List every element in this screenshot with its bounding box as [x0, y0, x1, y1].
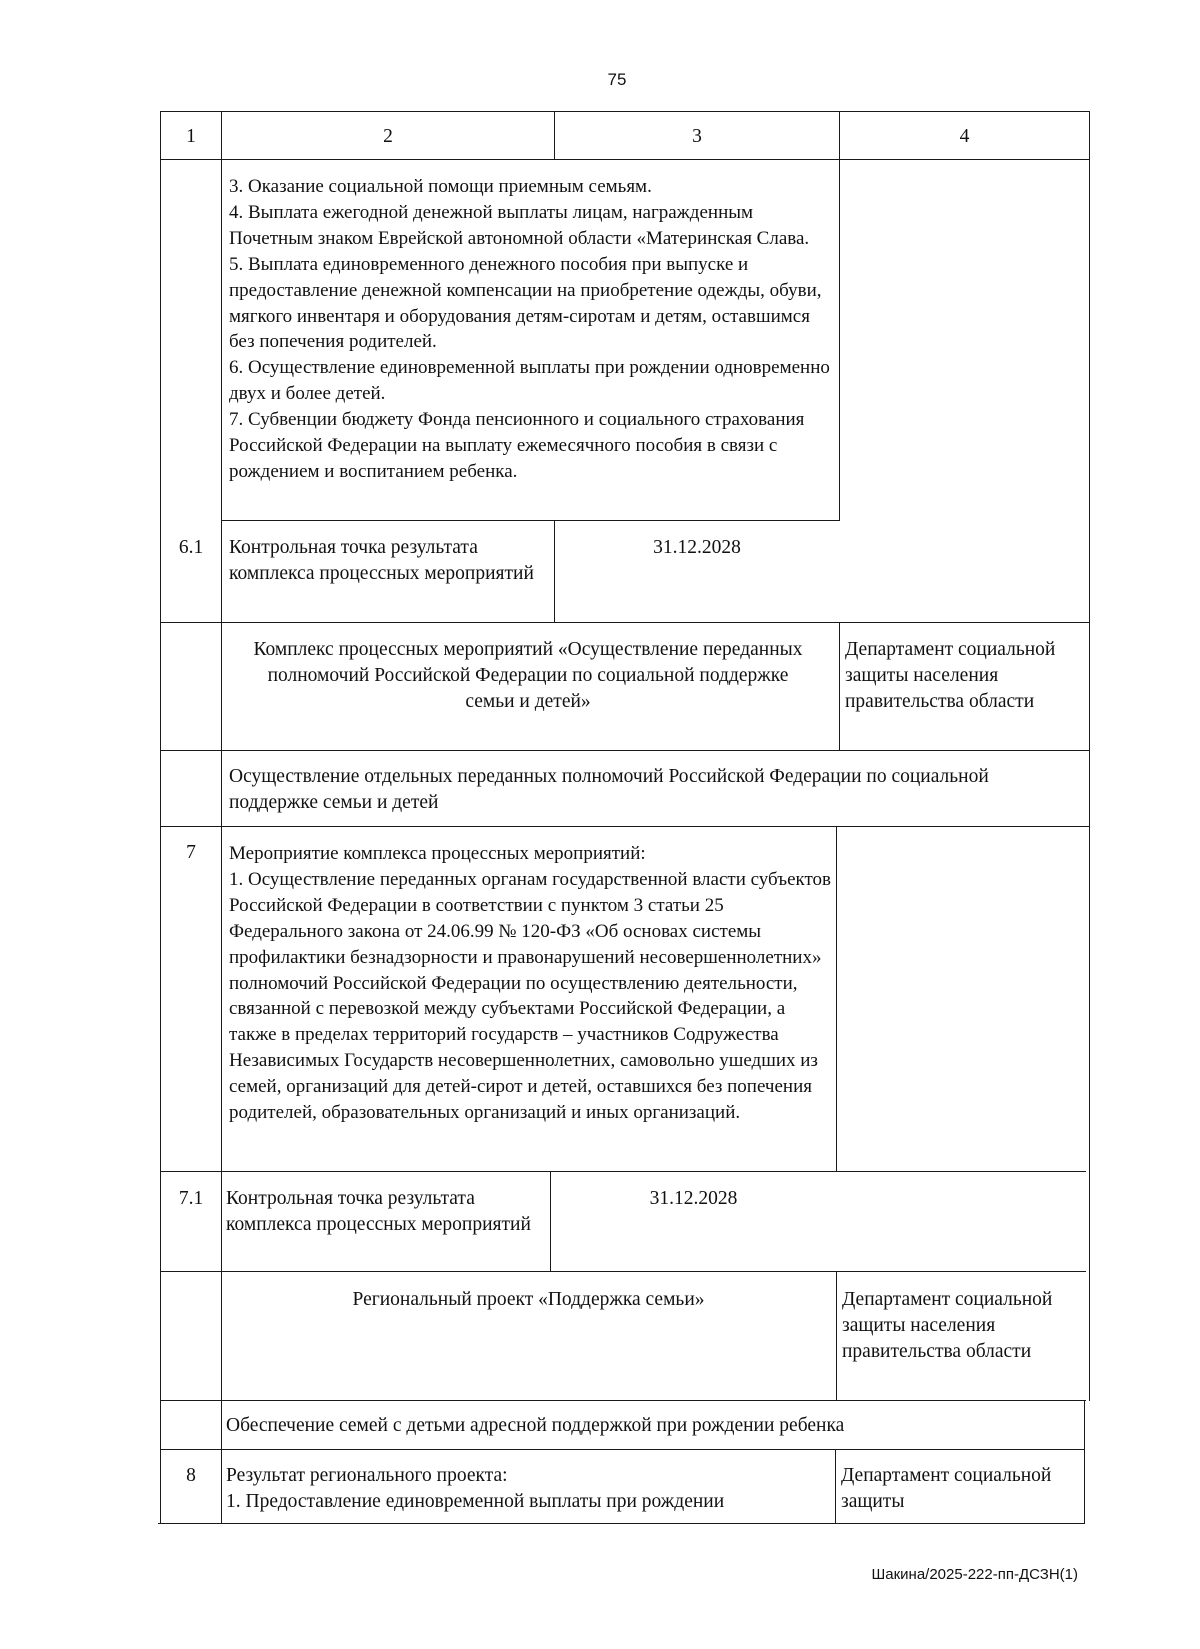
- table-line: [836, 1271, 837, 1401]
- table-line: [836, 826, 837, 1172]
- header-cell-3: 3: [692, 126, 702, 147]
- table-line: [1084, 1400, 1085, 1524]
- table-line: [160, 1400, 1086, 1401]
- control-point-cell: Контрольная точка результата комплекса процессных мероприятий: [229, 537, 534, 584]
- table-line: [839, 622, 840, 751]
- project-title-cell: Региональный проект «Поддержка семьи»: [352, 1289, 705, 1310]
- table-line: [160, 111, 161, 1524]
- header-cell-4: 4: [959, 126, 970, 147]
- table-line: [158, 1523, 1084, 1524]
- document-code: Шакина/2025-222-пп-ДСЗН(1): [871, 1566, 1078, 1583]
- header-cell-1: 1: [186, 126, 196, 147]
- task-cell: Обеспечение семей с детьми адресной поддержкой при рождении ребенка: [226, 1415, 845, 1436]
- table-line: [160, 1271, 1086, 1272]
- measure-cell: Мероприятие комплекса процессных мероприятий: 1. Осуществление переданных органам государственной власти субъектов Российской Федерации в соответствии с пунктом 3 статьи 25 Федерального закона от 24.06.99 № 120-ФЗ «Об основах системы профилактики безнадзорности и правонарушений несовершеннолетних» полномочий Российской Федерации по осуществлению деятельности, связанной с перевозкой между субъектами Российской Федерации, а также в пределах территорий государств – участников Содружества Независимых Государств несовершеннолетних, самовольно ушедших из семей, организаций для детей-сирот и детей, оставшихся без попечения родителей, образовательных организаций и иных организаций.: [229, 843, 832, 1124]
- deadline-cell: 31.12.2028: [653, 537, 741, 558]
- responsible-cell: Департамент социальной защиты населения правительства области: [842, 1289, 1053, 1362]
- header-cell-2: 2: [383, 126, 393, 147]
- table-line: [160, 750, 1090, 751]
- measures-list-cell: 3. Оказание социальной помощи приемным семьям. 4. Выплата ежегодной денежной выплаты лицам, награжденным Почетным знаком Еврейской автономной области «Материнская Слава. 5. Выплата единовременного денежного пособия при выпуске и предоставление денежной компенсации на приобретение одежды, обуви, мягкого инвентаря и оборудования детям-сиротам и детям, оставшимся без попечения родителей. 6. Осуществление единовременной выплаты при рождении одновременно двух и более детей. 7. Субвенции бюджету Фонда пенсионного и социального страхования Российской Федерации на выплату ежемесячного пособия в связи с рождением и воспитанием ребенка.: [229, 176, 830, 482]
- table-line: [835, 1449, 836, 1524]
- row-number: 6.1: [178, 537, 204, 558]
- table-line: [160, 622, 1090, 623]
- responsible-cell: Департамент социальной защиты населения правительства области: [845, 639, 1056, 712]
- row-number: 7.1: [178, 1188, 204, 1209]
- table-line: [160, 826, 1090, 827]
- result-cell: Результат регионального проекта: 1. Предоставление единовременной выплаты при рождении: [226, 1465, 725, 1512]
- responsible-cell: Департамент социальной защиты: [841, 1465, 1052, 1512]
- page-number: 75: [607, 70, 627, 89]
- table-line: [1089, 111, 1090, 1401]
- table-line: [221, 520, 840, 521]
- control-point-cell: Контрольная точка результата комплекса процессных мероприятий: [226, 1188, 531, 1235]
- table-line: [160, 111, 1090, 112]
- deadline-cell: 31.12.2028: [649, 1188, 738, 1209]
- table-line: [839, 111, 840, 521]
- table-line: [160, 1171, 1086, 1172]
- row-number: 7: [186, 842, 196, 863]
- task-cell: Осуществление отдельных переданных полномочий Российской Федерации по социальной поддержке семьи и детей: [229, 766, 989, 813]
- table-line: [160, 159, 1090, 160]
- row-number: 8: [186, 1465, 196, 1486]
- complex-title-cell: Комплекс процессных мероприятий «Осуществление переданных полномочий Российской Федерации по социальной поддержке семьи и детей»: [253, 639, 803, 712]
- table-line: [160, 1449, 1084, 1450]
